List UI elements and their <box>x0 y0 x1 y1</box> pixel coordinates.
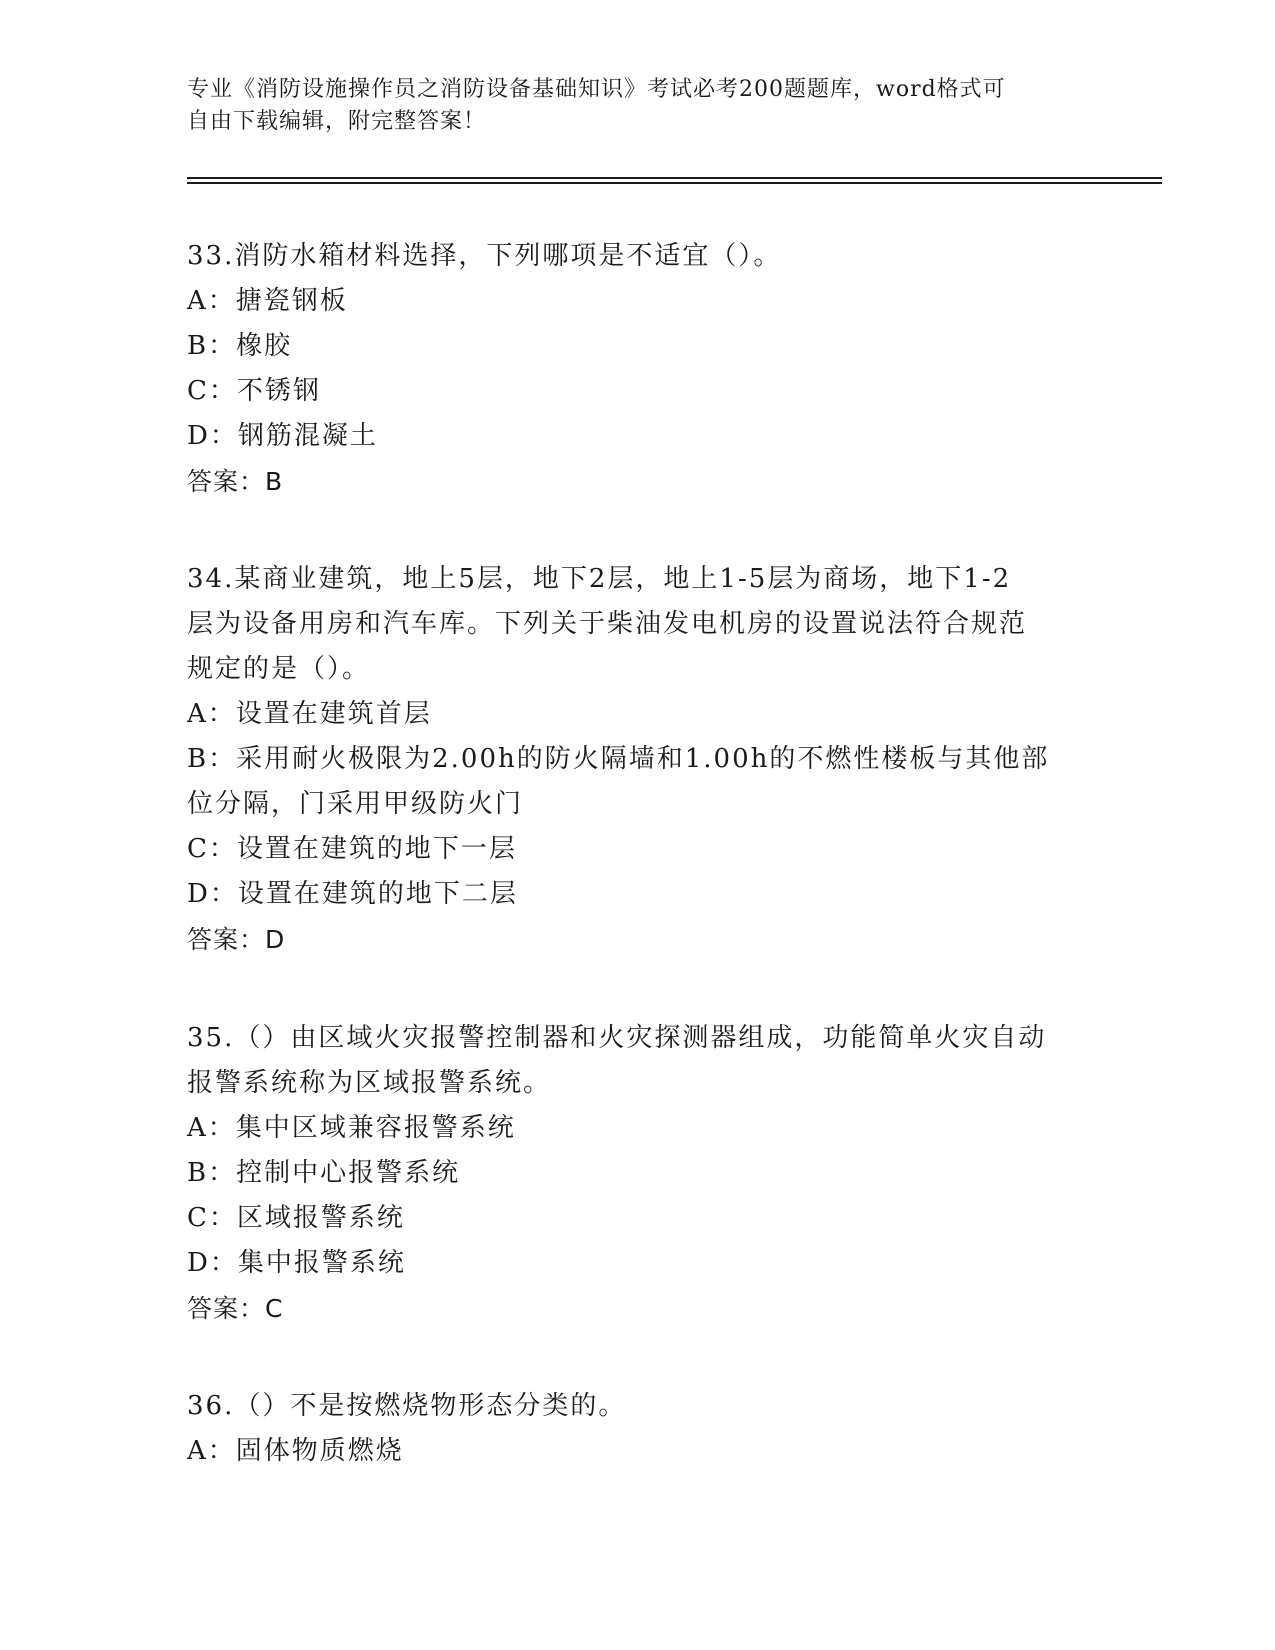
option-b-continued: 位分隔，门采用甲级防火门 <box>187 789 524 819</box>
question-36 <box>187 1384 1087 1474</box>
header-line-2: 自由下载编辑，附完整答案！ <box>187 109 487 134</box>
option-a: A：固体物质燃烧 <box>187 1436 404 1466</box>
option-b: B：控制中心报警系统 <box>187 1158 461 1188</box>
question-33 <box>187 234 1087 504</box>
header-divider-top <box>187 177 1162 179</box>
option-c: C：区域报警系统 <box>187 1203 405 1233</box>
option-a: A：搪瓷钢板 <box>187 286 348 316</box>
option-d: D：钢筋混凝土 <box>187 421 378 451</box>
header-divider-bottom <box>187 182 1162 184</box>
answer: 答案：C <box>187 1294 284 1323</box>
option-b: B：采用耐火极限为2.00h的防火隔墙和1.00h的不燃性楼板与其他部 <box>187 744 1050 774</box>
option-a: A：集中区域兼容报警系统 <box>187 1113 516 1143</box>
question-stem-line-1: 35.（）由区域火灾报警控制器和火灾探测器组成，功能简单火灾自动 <box>187 1023 1047 1053</box>
question-stem-line-1: 34.某商业建筑，地上5层，地下2层，地上1-5层为商场，地下1-2 <box>187 564 1012 594</box>
option-c: C：不锈钢 <box>187 376 321 406</box>
option-c: C：设置在建筑的地下一层 <box>187 834 517 864</box>
question-35 <box>187 1016 1087 1331</box>
question-stem-line-2: 报警系统称为区域报警系统。 <box>187 1068 552 1098</box>
option-a: A：设置在建筑首层 <box>187 699 432 729</box>
option-d: D：设置在建筑的地下二层 <box>187 879 518 909</box>
document-header <box>187 74 1087 138</box>
question-34 <box>187 557 1087 962</box>
question-stem: 33.消防水箱材料选择，下列哪项是不适宜（）。 <box>187 241 782 271</box>
question-stem-line-3: 规定的是（）。 <box>187 654 371 684</box>
answer: 答案：D <box>187 925 286 954</box>
question-stem-line-2: 层为设备用房和汽车库。下列关于柴油发电机房的设置说法符合规范 <box>187 609 1028 639</box>
question-stem: 36.（）不是按燃烧物形态分类的。 <box>187 1391 627 1421</box>
option-d: D：集中报警系统 <box>187 1248 406 1278</box>
answer: 答案：B <box>187 467 284 496</box>
option-b: B：橡胶 <box>187 331 293 361</box>
header-line-1: 专业《消防设施操作员之消防设备基础知识》考试必考200题题库，word格式可 <box>187 77 1006 102</box>
